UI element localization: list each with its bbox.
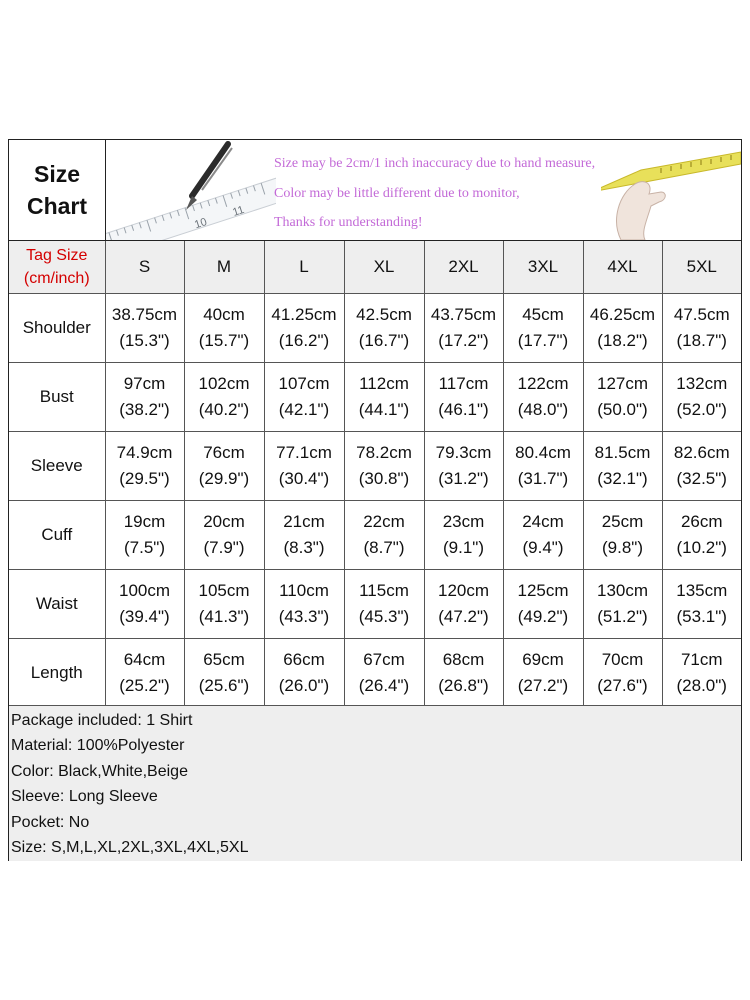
inch-value: (29.5")	[119, 469, 170, 488]
chart-header	[9, 140, 741, 241]
title-line-2: Chart	[26, 193, 88, 219]
cm-value: 41.25cm	[271, 305, 337, 324]
inch-value: (9.4")	[522, 538, 564, 557]
inch-value: (9.8")	[602, 538, 643, 557]
measurement-cell	[344, 294, 424, 363]
detail-line: Color: Black,White,Beige	[11, 762, 188, 780]
detail-line: Package included: 1 Shirt	[11, 712, 193, 729]
cm-value: 47.5cm	[673, 305, 730, 324]
inch-value: (49.2")	[517, 607, 569, 626]
size-header-4xl: 4XL	[583, 241, 662, 294]
measurement-cell	[105, 501, 184, 570]
measurement-cell	[662, 294, 741, 363]
inch-value: (16.7")	[358, 331, 410, 350]
cm-value: 45cm	[522, 305, 564, 324]
measurement-cell	[583, 639, 662, 708]
chart-title	[9, 140, 106, 240]
measurement-cell	[503, 432, 583, 501]
cm-value: 68cm	[442, 650, 485, 669]
cm-value: 80.4cm	[515, 443, 571, 462]
ruler-digit-11: 11	[231, 203, 246, 219]
table-row	[9, 363, 741, 432]
size-table-body	[9, 241, 741, 708]
size-header-row	[9, 241, 741, 294]
size-header-5xl: 5XL	[662, 241, 741, 294]
size-header-2xl: 2XL	[424, 241, 503, 294]
measurement-cell	[662, 570, 741, 639]
inch-value: (32.5")	[676, 469, 727, 488]
table-row	[9, 639, 741, 708]
detail-line: Pocket: No	[11, 813, 90, 831]
cm-value: 120cm	[437, 581, 490, 600]
cm-value: 66cm	[283, 650, 325, 669]
measurement-cell	[344, 570, 424, 639]
inch-value: (15.3")	[119, 331, 170, 350]
inch-value: (26.0")	[278, 676, 330, 695]
size-header-s: S	[105, 241, 184, 294]
inch-value: (7.5")	[124, 538, 165, 557]
measurement-cell	[344, 639, 424, 708]
cm-value: 65cm	[203, 650, 245, 669]
inch-value: (17.2")	[438, 331, 489, 350]
size-header-l: L	[264, 241, 344, 294]
size-header-3xl: 3XL	[503, 241, 583, 294]
row-label-length: Length	[9, 639, 105, 708]
cm-value: 25cm	[601, 512, 644, 531]
measurement-cell	[184, 639, 264, 708]
inch-value: (16.2")	[278, 331, 330, 350]
measurement-cell	[264, 639, 344, 708]
cm-value: 102cm	[198, 374, 250, 393]
cm-value: 71cm	[680, 650, 723, 669]
measurement-cell	[583, 570, 662, 639]
measurement-cell	[344, 363, 424, 432]
row-label-bust: Bust	[9, 363, 105, 432]
cm-value: 112cm	[359, 374, 409, 393]
cm-value: 70cm	[601, 650, 644, 669]
measurement-cell	[105, 432, 184, 501]
cm-value: 132cm	[676, 374, 728, 393]
measurement-cell	[264, 570, 344, 639]
measurement-cell	[424, 363, 503, 432]
size-header-m: M	[184, 241, 264, 294]
inch-value: (38.2")	[119, 400, 170, 419]
cm-value: 100cm	[118, 581, 171, 600]
cm-value: 38.75cm	[111, 305, 178, 324]
row-label-waist: Waist	[9, 570, 105, 639]
cm-value: 81.5cm	[594, 443, 651, 462]
inch-value: (15.7")	[198, 331, 250, 350]
inch-value: (9.1")	[443, 538, 484, 557]
inch-value: (48.0")	[517, 400, 569, 419]
inch-value: (40.2")	[198, 400, 250, 419]
measurement-cell	[184, 363, 264, 432]
measurement-cell	[662, 432, 741, 501]
measurement-cell	[424, 639, 503, 708]
inch-value: (47.2")	[438, 607, 489, 626]
cm-value: 82.6cm	[673, 443, 730, 462]
inch-value: (30.4")	[278, 469, 330, 488]
inch-value: (28.0")	[676, 676, 727, 695]
inch-value: (18.7")	[676, 331, 727, 350]
cm-value: 110cm	[279, 581, 329, 600]
measurement-cell	[424, 570, 503, 639]
measurement-cell	[105, 294, 184, 363]
measure-banner	[106, 140, 741, 240]
product-details	[9, 705, 741, 861]
table-row	[9, 570, 741, 639]
inch-value: (26.4")	[358, 676, 410, 695]
cm-value: 26cm	[680, 512, 723, 531]
title-line-1: Size	[33, 161, 81, 187]
detail-line: Material: 100%Polyester	[11, 737, 185, 755]
cm-value: 127cm	[596, 374, 649, 393]
size-chart	[8, 139, 742, 861]
size-table	[9, 241, 741, 708]
cm-value: 76cm	[203, 443, 245, 462]
measurement-cell	[662, 501, 741, 570]
inch-value: (45.3")	[358, 607, 410, 626]
detail-line: Size: S,M,L,XL,2XL,3XL,4XL,5XL	[11, 839, 249, 857]
measurement-cell	[583, 432, 662, 501]
measurement-cell	[344, 501, 424, 570]
inch-value: (53.1")	[676, 607, 727, 626]
inch-value: (8.7")	[363, 538, 405, 557]
measurement-cell	[503, 570, 583, 639]
cm-value: 79.3cm	[435, 443, 492, 462]
measurement-cell	[583, 501, 662, 570]
note-thanks: Thanks for understanding!	[274, 215, 423, 230]
cm-value: 107cm	[278, 374, 330, 393]
tag-size-unit: (cm/inch)	[23, 270, 90, 287]
inch-value: (46.1")	[438, 400, 489, 419]
measurement-cell	[184, 432, 264, 501]
note-accuracy: Size may be 2cm/1 inch inaccuracy due to hand measure,	[274, 156, 596, 171]
measurement-cell	[184, 570, 264, 639]
row-label-cuff: Cuff	[9, 501, 105, 570]
table-row	[9, 294, 741, 363]
cm-value: 19cm	[123, 512, 166, 531]
measurement-cell	[264, 363, 344, 432]
cm-value: 42.5cm	[356, 305, 412, 324]
measurement-cell	[105, 570, 184, 639]
inch-value: (8.3")	[283, 538, 325, 557]
inch-value: (26.8")	[438, 676, 489, 695]
measurement-cell	[503, 639, 583, 708]
inch-value: (10.2")	[676, 538, 727, 557]
inch-value: (27.6")	[597, 676, 648, 695]
inch-value: (25.6")	[198, 676, 250, 695]
ruler-digit-10: 10	[193, 216, 209, 232]
cm-value: 43.75cm	[430, 305, 497, 324]
cm-value: 115cm	[359, 581, 409, 600]
measurement-cell	[264, 294, 344, 363]
inch-value: (51.2")	[597, 607, 648, 626]
cm-value: 69cm	[522, 650, 564, 669]
row-label-sleeve: Sleeve	[9, 432, 105, 501]
cm-value: 21cm	[283, 512, 325, 531]
measurement-cell	[105, 639, 184, 708]
table-row	[9, 501, 741, 570]
cm-value: 117cm	[438, 374, 489, 393]
inch-value: (18.2")	[597, 331, 648, 350]
inch-value: (27.2")	[517, 676, 569, 695]
measurement-cell	[503, 294, 583, 363]
measurement-cell	[344, 432, 424, 501]
inch-value: (52.0")	[676, 400, 727, 419]
measurement-cell	[105, 363, 184, 432]
measurement-cell	[184, 294, 264, 363]
inch-value: (39.4")	[119, 607, 170, 626]
inch-value: (31.7")	[517, 469, 569, 488]
cm-value: 122cm	[517, 374, 569, 393]
cm-value: 22cm	[363, 512, 405, 531]
inch-value: (42.1")	[278, 400, 330, 419]
cm-value: 135cm	[676, 581, 728, 600]
inch-value: (50.0")	[597, 400, 648, 419]
measurement-cell	[662, 639, 741, 708]
measurement-cell	[184, 501, 264, 570]
inch-value: (17.7")	[517, 331, 569, 350]
inch-value: (29.9")	[198, 469, 250, 488]
inch-value: (30.8")	[358, 469, 410, 488]
inch-value: (31.2")	[438, 469, 489, 488]
measuring-tape-hand-illustration	[601, 140, 741, 240]
cm-value: 78.2cm	[356, 443, 412, 462]
measurement-cell	[424, 294, 503, 363]
inch-value: (43.3")	[278, 607, 330, 626]
measurement-cell	[424, 501, 503, 570]
cm-value: 67cm	[363, 650, 405, 669]
table-row	[9, 432, 741, 501]
inch-value: (7.9")	[203, 538, 245, 557]
inch-value: (44.1")	[358, 400, 410, 419]
measurement-cell	[583, 363, 662, 432]
measurement-cell	[264, 432, 344, 501]
cm-value: 74.9cm	[116, 443, 173, 462]
row-label-shoulder: Shoulder	[9, 294, 105, 363]
cm-value: 40cm	[203, 305, 245, 324]
cm-value: 77.1cm	[276, 443, 332, 462]
tag-size-label	[9, 241, 105, 294]
cm-value: 24cm	[522, 512, 564, 531]
ruler-pencil-illustration	[106, 140, 276, 240]
detail-line: Sleeve: Long Sleeve	[11, 788, 158, 806]
measurement-cell	[503, 501, 583, 570]
measurement-cell	[264, 501, 344, 570]
inch-value: (41.3")	[198, 607, 250, 626]
cm-value: 125cm	[517, 581, 569, 600]
measurement-cell	[583, 294, 662, 363]
measurement-cell	[503, 363, 583, 432]
cm-value: 46.25cm	[589, 305, 656, 324]
measurement-cell	[424, 432, 503, 501]
cm-value: 97cm	[123, 374, 166, 393]
cm-value: 105cm	[198, 581, 250, 600]
measurement-cell	[662, 363, 741, 432]
cm-value: 20cm	[203, 512, 245, 531]
inch-value: (25.2")	[119, 676, 170, 695]
cm-value: 23cm	[442, 512, 485, 531]
size-header-xl: XL	[344, 241, 424, 294]
inch-value: (32.1")	[597, 469, 648, 488]
tag-size-title: Tag Size	[26, 247, 88, 264]
cm-value: 64cm	[123, 650, 166, 669]
cm-value: 130cm	[596, 581, 649, 600]
note-color: Color may be little different due to monitor,	[274, 186, 520, 201]
